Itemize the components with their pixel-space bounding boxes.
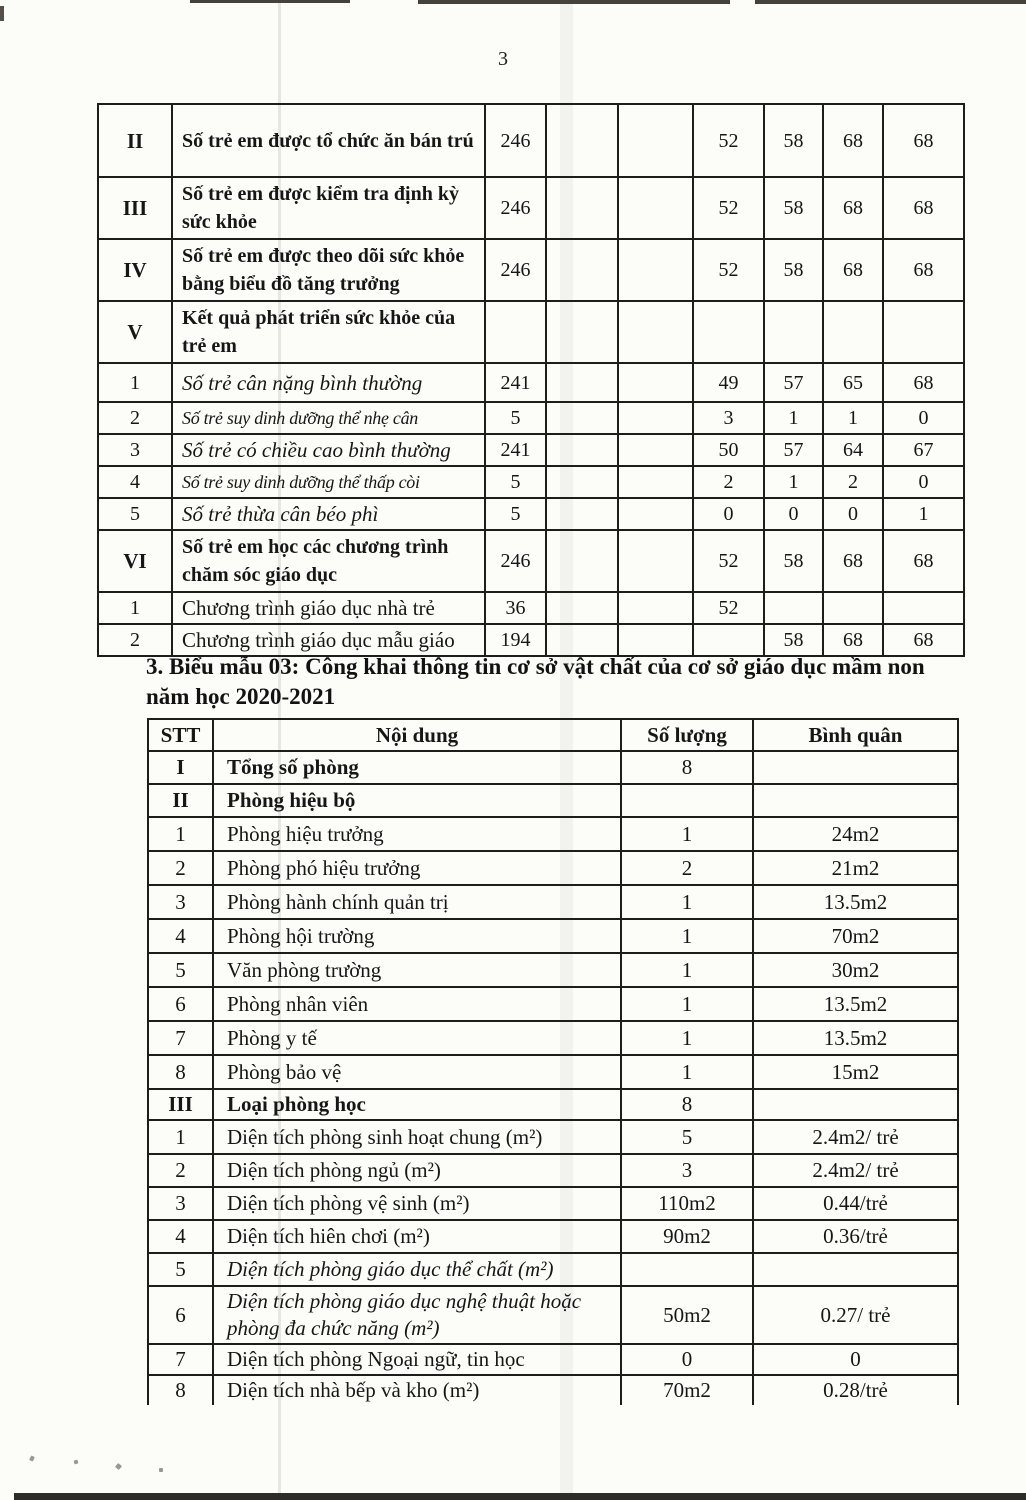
row-value: 0 [823, 498, 883, 530]
row-value: 58 [764, 530, 823, 592]
row-value: 64 [823, 434, 883, 466]
row-value: 65 [823, 363, 883, 402]
row-stt: II [148, 784, 213, 817]
row-stt: 1 [98, 363, 172, 402]
row-value [618, 592, 693, 624]
row-average: 24m2 [753, 817, 958, 851]
row-stt: 8 [148, 1375, 213, 1405]
row-value [546, 530, 618, 592]
row-label: Kết quả phát triển sức khỏe của trẻ em [172, 301, 485, 363]
row-value [823, 592, 883, 624]
row-value: 0 [693, 498, 764, 530]
row-value: 194 [485, 624, 546, 656]
row-stt: 1 [148, 817, 213, 851]
row-value [618, 402, 693, 434]
row-average: 0.28/trẻ [753, 1375, 958, 1405]
row-quantity: 0 [621, 1344, 753, 1375]
scan-artifact-speck [74, 1460, 79, 1465]
scan-artifact-bottom-edge [14, 1493, 1026, 1500]
row-value: 3 [693, 402, 764, 434]
row-label: Phòng y tế [213, 1021, 621, 1055]
row-value: 0 [764, 498, 823, 530]
row-stt: III [148, 1089, 213, 1120]
row-label: Loại phòng học [213, 1089, 621, 1120]
table-row [148, 919, 958, 953]
row-value: 49 [693, 363, 764, 402]
facilities-table [147, 718, 959, 1405]
row-label: Số trẻ em được theo dõi sức khỏe bằng biểu đồ tăng trưởng [172, 239, 485, 301]
row-average: 0 [753, 1344, 958, 1375]
health-statistics-table [97, 103, 965, 657]
row-label: Chương trình giáo dục mẫu giáo [172, 624, 485, 656]
row-value: 5 [485, 498, 546, 530]
scan-artifact-speck [115, 1463, 122, 1470]
row-value [546, 177, 618, 239]
row-value: 57 [764, 363, 823, 402]
row-value: 246 [485, 104, 546, 177]
row-value: 68 [823, 624, 883, 656]
row-value: 68 [883, 104, 964, 177]
row-value: 52 [693, 177, 764, 239]
row-average: 13.5m2 [753, 885, 958, 919]
row-average: 21m2 [753, 851, 958, 885]
row-stt: 7 [148, 1344, 213, 1375]
row-quantity: 3 [621, 1154, 753, 1187]
row-stt: 5 [98, 498, 172, 530]
row-stt: 3 [148, 885, 213, 919]
page-number: 3 [498, 48, 508, 70]
row-stt: 8 [148, 1055, 213, 1089]
row-quantity: 1 [621, 885, 753, 919]
row-value: 241 [485, 434, 546, 466]
row-stt: IV [98, 239, 172, 301]
scan-artifact-speck [159, 1468, 163, 1472]
row-value: 68 [883, 363, 964, 402]
row-quantity: 2 [621, 851, 753, 885]
row-stt: I [148, 751, 213, 784]
row-label: Diện tích phòng Ngoại ngữ, tin học [213, 1344, 621, 1375]
row-stt: 4 [98, 466, 172, 498]
row-average [753, 751, 958, 784]
row-label: Số trẻ em học các chương trình chăm sóc giáo dục [172, 530, 485, 592]
table-row [148, 1120, 958, 1154]
row-value: 246 [485, 177, 546, 239]
row-average: 2.4m2/ trẻ [753, 1120, 958, 1154]
table-row [148, 1286, 958, 1344]
row-value: 50 [693, 434, 764, 466]
row-quantity: 1 [621, 919, 753, 953]
row-quantity: 8 [621, 1089, 753, 1120]
row-label: Số trẻ em được tổ chức ăn bán trú [172, 104, 485, 177]
row-value: 1 [764, 402, 823, 434]
table-row [148, 1344, 958, 1375]
table-row [148, 1154, 958, 1187]
row-value [764, 301, 823, 363]
row-value: 5 [485, 466, 546, 498]
row-value: 1 [883, 498, 964, 530]
row-value [823, 301, 883, 363]
row-label: Số trẻ suy dinh dưỡng thể thấp còi [172, 466, 485, 498]
row-stt: 5 [148, 1253, 213, 1286]
row-value: 57 [764, 434, 823, 466]
row-value: 5 [485, 402, 546, 434]
row-stt: V [98, 301, 172, 363]
row-average [753, 1253, 958, 1286]
row-stt: 6 [148, 1286, 213, 1344]
row-value: 52 [693, 104, 764, 177]
row-label: Phòng phó hiệu trưởng [213, 851, 621, 885]
row-label: Tổng số phòng [213, 751, 621, 784]
row-value: 52 [693, 530, 764, 592]
row-stt: 6 [148, 987, 213, 1021]
row-value: 68 [823, 239, 883, 301]
row-label: Số trẻ em được kiểm tra định kỳ sức khỏe [172, 177, 485, 239]
table-row [98, 402, 964, 434]
table-row [148, 1220, 958, 1253]
section-heading: 3. Biểu mẫu 03: Công khai thông tin cơ sở vật chất của cơ sở giáo dục mầm non năm học 2020-2021 [146, 654, 925, 709]
row-label: Chương trình giáo dục nhà trẻ [172, 592, 485, 624]
row-label: Diện tích hiên chơi (m²) [213, 1220, 621, 1253]
row-value [618, 498, 693, 530]
row-value [618, 177, 693, 239]
row-average: 13.5m2 [753, 1021, 958, 1055]
row-value: 0 [883, 402, 964, 434]
row-average: 70m2 [753, 919, 958, 953]
row-value: 68 [823, 104, 883, 177]
table-row [98, 466, 964, 498]
row-value [618, 239, 693, 301]
row-value [546, 498, 618, 530]
row-average: 13.5m2 [753, 987, 958, 1021]
row-stt: 4 [148, 919, 213, 953]
row-value: 36 [485, 592, 546, 624]
row-value [618, 530, 693, 592]
row-stt: III [98, 177, 172, 239]
row-label: Số trẻ có chiều cao bình thường [172, 434, 485, 466]
table-row [148, 784, 958, 817]
row-stt: 7 [148, 1021, 213, 1055]
row-quantity: 1 [621, 953, 753, 987]
table-row [98, 363, 964, 402]
row-stt: VI [98, 530, 172, 592]
row-value: 0 [883, 466, 964, 498]
row-value: 246 [485, 239, 546, 301]
table-row [148, 1089, 958, 1120]
row-value [546, 104, 618, 177]
row-stt: 2 [148, 1154, 213, 1187]
row-average: 30m2 [753, 953, 958, 987]
row-value [546, 239, 618, 301]
row-value [546, 434, 618, 466]
scan-artifact-corner-mark [0, 6, 4, 21]
row-label: Văn phòng trường [213, 953, 621, 987]
table-row [148, 1187, 958, 1220]
row-quantity: 1 [621, 987, 753, 1021]
row-value: 58 [764, 624, 823, 656]
table-row [98, 239, 964, 301]
table-row [148, 885, 958, 919]
table-row [98, 592, 964, 624]
table-row [148, 953, 958, 987]
row-average: 2.4m2/ trẻ [753, 1154, 958, 1187]
row-quantity: 8 [621, 751, 753, 784]
row-value [618, 363, 693, 402]
row-stt: 4 [148, 1220, 213, 1253]
scan-artifact-top-edge [755, 0, 1026, 4]
table-row [98, 434, 964, 466]
row-value [883, 592, 964, 624]
row-average: 0.36/trẻ [753, 1220, 958, 1253]
row-stt: 3 [98, 434, 172, 466]
row-label: Phòng bảo vệ [213, 1055, 621, 1089]
row-value [693, 301, 764, 363]
table-row [148, 1055, 958, 1089]
row-value [618, 466, 693, 498]
row-average: 15m2 [753, 1055, 958, 1089]
scan-artifact-top-edge [190, 0, 350, 3]
row-value: 67 [883, 434, 964, 466]
row-label: Diện tích phòng giáo dục thể chất (m²) [213, 1253, 621, 1286]
table-row [148, 1253, 958, 1286]
row-quantity [621, 1253, 753, 1286]
row-average: 0.44/trẻ [753, 1187, 958, 1220]
row-value [764, 592, 823, 624]
row-value [546, 592, 618, 624]
row-stt: 2 [98, 402, 172, 434]
table-row [148, 817, 958, 851]
table-row [98, 104, 964, 177]
row-value: 1 [823, 402, 883, 434]
column-header-stt: STT [148, 719, 213, 751]
column-header-noidung: Nội dung [213, 719, 621, 751]
row-quantity: 1 [621, 1021, 753, 1055]
table-row [148, 751, 958, 784]
row-value: 52 [693, 239, 764, 301]
row-value [618, 434, 693, 466]
table-row [98, 301, 964, 363]
row-average [753, 784, 958, 817]
row-value [618, 301, 693, 363]
table-row [148, 987, 958, 1021]
row-value: 58 [764, 177, 823, 239]
row-quantity: 90m2 [621, 1220, 753, 1253]
row-label: Phòng hành chính quản trị [213, 885, 621, 919]
row-value [485, 301, 546, 363]
row-quantity: 110m2 [621, 1187, 753, 1220]
table-row [98, 530, 964, 592]
table-row [148, 1021, 958, 1055]
row-stt: II [98, 104, 172, 177]
row-average [753, 1089, 958, 1120]
row-value [546, 301, 618, 363]
row-quantity [621, 784, 753, 817]
column-header-binhquan: Bình quân [753, 719, 958, 751]
row-value [546, 402, 618, 434]
row-value: 2 [693, 466, 764, 498]
row-value: 52 [693, 592, 764, 624]
row-stt: 2 [148, 851, 213, 885]
row-value: 68 [883, 624, 964, 656]
row-value: 1 [764, 466, 823, 498]
row-value: 68 [823, 530, 883, 592]
row-value [546, 466, 618, 498]
row-quantity: 5 [621, 1120, 753, 1154]
row-value: 68 [883, 530, 964, 592]
row-value: 68 [823, 177, 883, 239]
column-header-soluong: Số lượng [621, 719, 753, 751]
row-stt: 2 [98, 624, 172, 656]
table-row [98, 177, 964, 239]
row-label: Diện tích nhà bếp và kho (m²) [213, 1375, 621, 1405]
row-average: 0.27/ trẻ [753, 1286, 958, 1344]
table-row [98, 498, 964, 530]
row-value: 58 [764, 104, 823, 177]
row-value [546, 363, 618, 402]
row-label: Số trẻ cân nặng bình thường [172, 363, 485, 402]
row-value: 68 [883, 239, 964, 301]
row-label: Số trẻ thừa cân béo phì [172, 498, 485, 530]
row-label: Phòng hiệu trưởng [213, 817, 621, 851]
row-label: Phòng hội trường [213, 919, 621, 953]
row-label: Diện tích phòng sinh hoạt chung (m²) [213, 1120, 621, 1154]
row-label: Phòng hiệu bộ [213, 784, 621, 817]
row-label: Diện tích phòng giáo dục nghệ thuật hoặc phòng đa chức năng (m²) [213, 1286, 621, 1344]
row-quantity: 50m2 [621, 1286, 753, 1344]
row-quantity: 1 [621, 1055, 753, 1089]
table-row [148, 851, 958, 885]
row-label: Phòng nhân viên [213, 987, 621, 1021]
row-label: Diện tích phòng vệ sinh (m²) [213, 1187, 621, 1220]
row-stt: 5 [148, 953, 213, 987]
row-label: Số trẻ suy dinh dưỡng thể nhẹ cân [172, 402, 485, 434]
row-value: 2 [823, 466, 883, 498]
row-quantity: 70m2 [621, 1375, 753, 1405]
row-value: 68 [883, 177, 964, 239]
row-stt: 1 [98, 592, 172, 624]
table-header-row [148, 719, 958, 751]
table-row [148, 1375, 958, 1405]
row-value [618, 104, 693, 177]
scan-artifact-speck [29, 1455, 35, 1461]
row-stt: 3 [148, 1187, 213, 1220]
row-quantity: 1 [621, 817, 753, 851]
row-stt: 1 [148, 1120, 213, 1154]
scan-artifact-top-edge [418, 0, 730, 4]
row-value: 241 [485, 363, 546, 402]
row-value [883, 301, 964, 363]
row-label: Diện tích phòng ngủ (m²) [213, 1154, 621, 1187]
row-value: 58 [764, 239, 823, 301]
row-value: 246 [485, 530, 546, 592]
